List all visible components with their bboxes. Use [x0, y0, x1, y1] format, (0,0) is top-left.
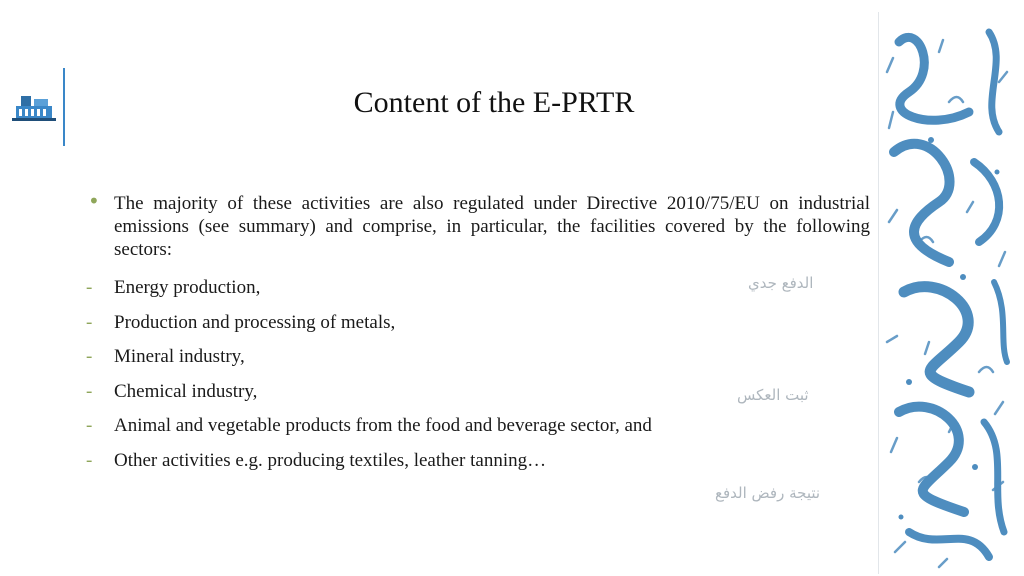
calligraphy-panel: [878, 12, 1019, 574]
building-icon: [12, 92, 56, 122]
sector-list: [86, 271, 870, 478]
intro-text: The majority of these activities are also regulated under Directive 2010/75/EU on industrial emissions (see summary) and comprise, in particular, the facilities covered by the following sectors:: [114, 193, 870, 260]
list-item: [86, 409, 870, 444]
list-item: [86, 340, 870, 375]
dash-marker: -: [86, 346, 93, 367]
sector-label: Chemical industry,: [114, 380, 258, 402]
dash-marker: -: [86, 311, 93, 333]
dash-marker: -: [86, 449, 93, 471]
slide-content: [86, 189, 870, 478]
bullet-marker: •: [88, 189, 100, 213]
page-title: Content of the E-PRTR: [353, 86, 635, 119]
list-item: [86, 306, 870, 341]
dash-marker: -: [86, 277, 93, 298]
list-item: [86, 444, 870, 479]
arabic-annotation: ثبت العكس: [737, 386, 809, 404]
sector-label: Mineral industry,: [114, 346, 245, 367]
logo-divider: [63, 68, 65, 146]
sector-label: Other activities e.g. producing textiles, leather tanning…: [114, 449, 547, 471]
calligraphy-decoration: [879, 12, 1019, 574]
sector-label: Animal and vegetable products from the food and beverage sector, and: [114, 415, 652, 436]
arabic-annotation: الدفع جدي: [748, 274, 814, 292]
dash-marker: -: [86, 415, 93, 436]
arabic-annotation: نتيجة رفض الدفع: [715, 484, 821, 502]
sector-label: Production and processing of metals,: [114, 311, 396, 333]
sector-label: Energy production,: [114, 277, 261, 298]
intro-paragraph: [86, 189, 870, 261]
dash-marker: -: [86, 380, 93, 402]
